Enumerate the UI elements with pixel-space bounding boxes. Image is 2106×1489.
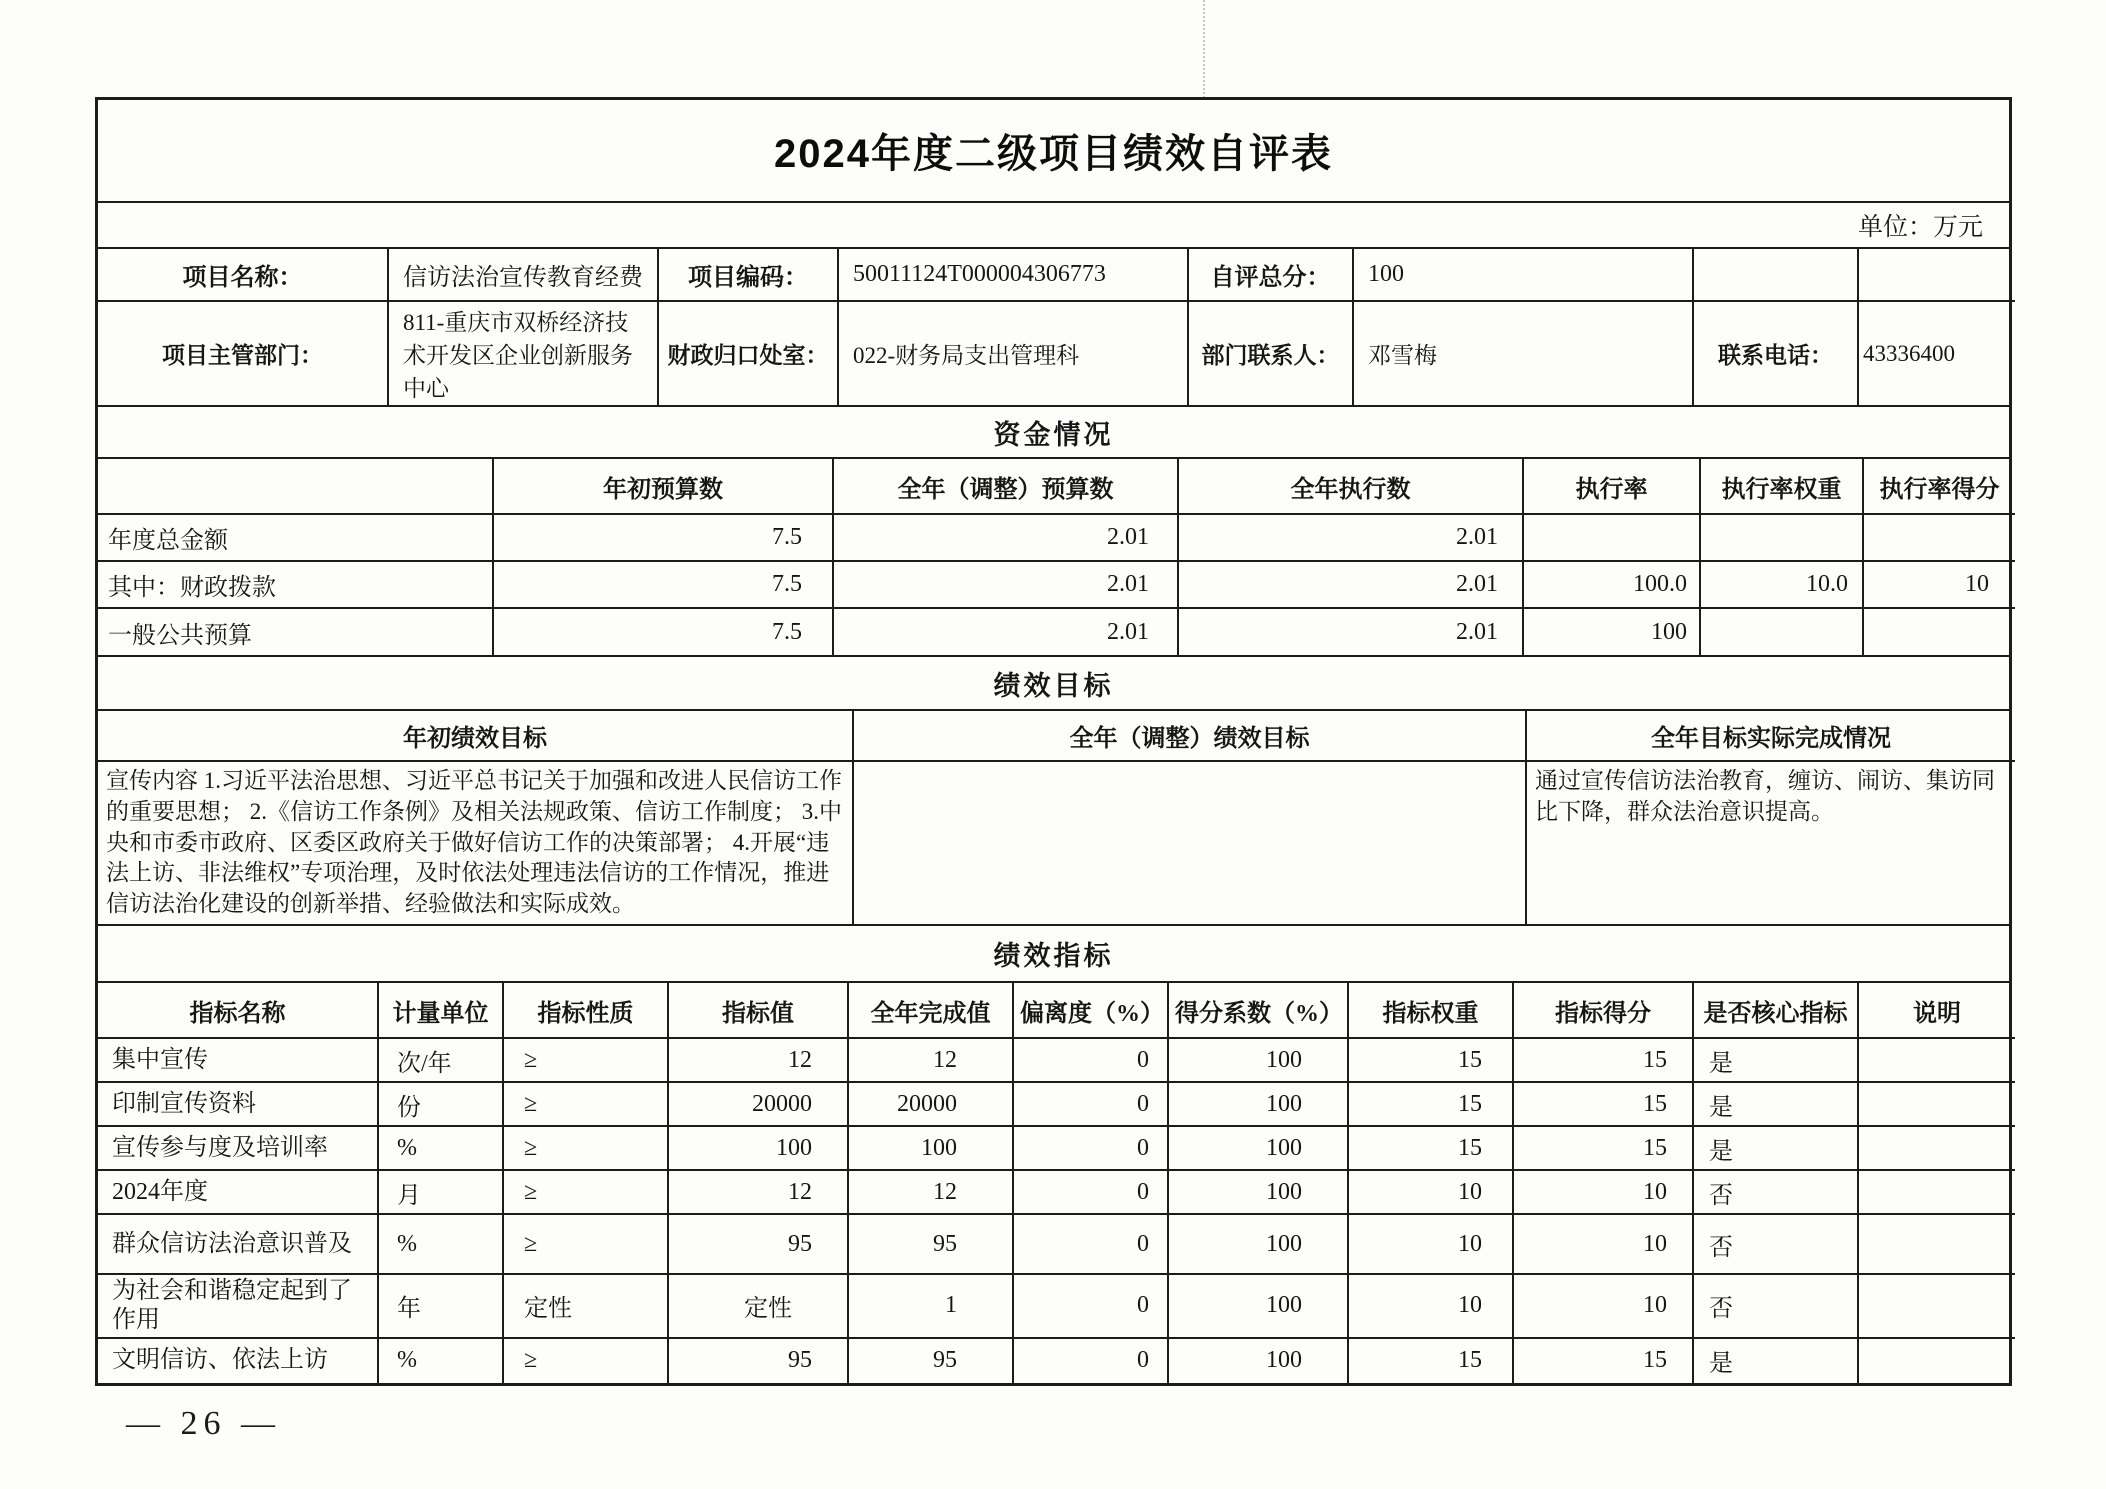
funding-cell-rate-weight [1700, 608, 1863, 655]
ind-weight: 10 [1348, 1274, 1513, 1338]
funding-cell-adjusted: 2.01 [833, 514, 1178, 561]
ind-core: 是 [1693, 1082, 1858, 1126]
project-name-value: 信访法治宣传教育经费 [388, 249, 658, 301]
ind-target: 20000 [668, 1082, 848, 1126]
ind-nature: 定性 [503, 1274, 668, 1338]
ind-score: 15 [1513, 1126, 1693, 1170]
ind-header-deviation: 偏离度（%） [1013, 983, 1168, 1038]
ind-header-score: 指标得分 [1513, 983, 1693, 1038]
funding-header-blank [98, 459, 493, 514]
page-title: 2024年度二级项目绩效自评表 [774, 132, 1333, 176]
ind-note [1858, 1082, 2015, 1126]
ind-name: 宣传参与度及培训率 [98, 1126, 378, 1170]
ind-name: 为社会和谐稳定起到了作用 [98, 1274, 378, 1338]
ind-completed: 100 [848, 1126, 1013, 1170]
finance-office-label: 财政归口处室： [658, 301, 838, 405]
ind-coefficient: 100 [1168, 1170, 1348, 1214]
ind-core: 否 [1693, 1170, 1858, 1214]
ind-score: 15 [1513, 1338, 1693, 1383]
contact-value: 邓雪梅 [1353, 301, 1693, 405]
ind-deviation: 0 [1013, 1082, 1168, 1126]
funding-cell-initial: 7.5 [493, 514, 833, 561]
ind-coefficient: 100 [1168, 1082, 1348, 1126]
goals-actual-text: 通过宣传信访法治教育，缠访、闹访、集访同比下降，群众法治意识提高。 [1526, 761, 2015, 924]
ind-header-target: 指标值 [668, 983, 848, 1038]
info-table [98, 249, 2015, 405]
self-score-label: 自评总分： [1188, 249, 1353, 301]
project-code-label: 项目编码： [658, 249, 838, 301]
indicator-row [98, 1170, 2015, 1214]
ind-note [1858, 1338, 2015, 1383]
indicators-header-row [98, 983, 2015, 1038]
ind-score: 10 [1513, 1274, 1693, 1338]
indicator-row [98, 1082, 2015, 1126]
ind-unit: % [378, 1126, 503, 1170]
ind-target: 95 [668, 1338, 848, 1383]
ind-name: 印制宣传资料 [98, 1082, 378, 1126]
funding-table [98, 459, 2015, 655]
phone-label: 联系电话： [1693, 301, 1858, 405]
funding-header-row [98, 459, 2015, 514]
goals-body-row [98, 761, 2015, 924]
ind-header-core: 是否核心指标 [1693, 983, 1858, 1038]
funding-cell-rate-score [1863, 514, 2015, 561]
goals-initial-text: 宣传内容 1.习近平法治思想、习近平总书记关于加强和改进人民信访工作的重要思想； 2.《信访工作条例》及相关法规政策、信访工作制度； 3.中央和市委市政府、区委区政府关于做好信访工作的决策部署； 4.开展“违法上访、非法维权”专项治理，及时依法处理违法信访的工作情况，推进信访法治化建设的创新举措、经验做法和实际成效。 [98, 761, 853, 924]
ind-weight: 10 [1348, 1170, 1513, 1214]
dept-value: 811-重庆市双桥经济技术开发区企业创新服务中心 [388, 301, 658, 405]
ind-completed: 12 [848, 1038, 1013, 1082]
ind-unit: % [378, 1214, 503, 1274]
funding-cell-rate [1523, 514, 1700, 561]
finance-office-value: 022-财务局支出管理科 [838, 301, 1188, 405]
contact-label: 部门联系人： [1188, 301, 1353, 405]
info-blank-cell-1 [1693, 249, 1858, 301]
ind-core: 是 [1693, 1338, 1858, 1383]
ind-weight: 15 [1348, 1126, 1513, 1170]
indicators-section-title: 绩效指标 [98, 924, 2009, 983]
ind-weight: 10 [1348, 1214, 1513, 1274]
ind-note [1858, 1038, 2015, 1082]
ind-nature: ≥ [503, 1038, 668, 1082]
ind-note [1858, 1126, 2015, 1170]
indicator-row [98, 1338, 2015, 1383]
project-code-value: 50011124T000004306773 [838, 249, 1188, 301]
ind-completed: 12 [848, 1170, 1013, 1214]
ind-header-name: 指标名称 [98, 983, 378, 1038]
goals-header-row [98, 711, 2015, 761]
ind-nature: ≥ [503, 1338, 668, 1383]
project-name-label: 项目名称： [98, 249, 388, 301]
funding-cell-rate-score: 10 [1863, 561, 2015, 608]
funding-cell-rate-weight [1700, 514, 1863, 561]
ind-nature: ≥ [503, 1082, 668, 1126]
goals-section-title: 绩效目标 [98, 655, 2009, 711]
phone-value: 43336400 [1858, 301, 2015, 405]
ind-coefficient: 100 [1168, 1214, 1348, 1274]
funding-header-adjusted: 全年（调整）预算数 [833, 459, 1178, 514]
goals-table [98, 711, 2015, 924]
ind-name: 群众信访法治意识普及 [98, 1214, 378, 1274]
funding-row-label: 年度总金额 [98, 514, 493, 561]
funding-cell-executed: 2.01 [1178, 561, 1523, 608]
ind-header-unit: 计量单位 [378, 983, 503, 1038]
ind-nature: ≥ [503, 1214, 668, 1274]
title-row [98, 100, 2009, 203]
ind-note [1858, 1214, 2015, 1274]
funding-row-total [98, 514, 2015, 561]
funding-row-fiscal [98, 561, 2015, 608]
ind-unit: % [378, 1338, 503, 1383]
ind-completed: 1 [848, 1274, 1013, 1338]
indicators-table [98, 983, 2015, 1383]
ind-deviation: 0 [1013, 1038, 1168, 1082]
ind-weight: 15 [1348, 1082, 1513, 1126]
ind-target: 95 [668, 1214, 848, 1274]
dept-label: 项目主管部门： [98, 301, 388, 405]
ind-core: 否 [1693, 1214, 1858, 1274]
ind-completed: 95 [848, 1214, 1013, 1274]
ind-note [1858, 1274, 2015, 1338]
ind-deviation: 0 [1013, 1214, 1168, 1274]
ind-unit: 次/年 [378, 1038, 503, 1082]
funding-cell-rate-score [1863, 608, 2015, 655]
ind-deviation: 0 [1013, 1170, 1168, 1214]
funding-cell-initial: 7.5 [493, 561, 833, 608]
funding-header-initial: 年初预算数 [493, 459, 833, 514]
ind-score: 10 [1513, 1214, 1693, 1274]
ind-coefficient: 100 [1168, 1338, 1348, 1383]
ind-target: 100 [668, 1126, 848, 1170]
ind-score: 10 [1513, 1170, 1693, 1214]
funding-section-title: 资金情况 [98, 405, 2009, 459]
ind-target: 12 [668, 1038, 848, 1082]
goals-adjusted-text [853, 761, 1526, 924]
ind-name: 集中宣传 [98, 1038, 378, 1082]
ind-deviation: 0 [1013, 1274, 1168, 1338]
ind-core: 是 [1693, 1038, 1858, 1082]
funding-cell-adjusted: 2.01 [833, 608, 1178, 655]
unit-row [98, 203, 2009, 249]
funding-cell-executed: 2.01 [1178, 514, 1523, 561]
ind-weight: 15 [1348, 1038, 1513, 1082]
ind-nature: ≥ [503, 1126, 668, 1170]
funding-row-public-budget [98, 608, 2015, 655]
ind-header-coefficient: 得分系数（%） [1168, 983, 1348, 1038]
ind-header-weight: 指标权重 [1348, 983, 1513, 1038]
ind-unit: 份 [378, 1082, 503, 1126]
ind-coefficient: 100 [1168, 1274, 1348, 1338]
funding-cell-adjusted: 2.01 [833, 561, 1178, 608]
funding-cell-initial: 7.5 [493, 608, 833, 655]
info-row-department [98, 301, 2015, 405]
unit-note: 单位：万元 [1857, 214, 1983, 241]
funding-header-rate-score: 执行率得分 [1863, 459, 2015, 514]
ind-deviation: 0 [1013, 1126, 1168, 1170]
indicator-row [98, 1038, 2015, 1082]
ind-unit: 月 [378, 1170, 503, 1214]
info-blank-cell-2 [1858, 249, 2015, 301]
ind-score: 15 [1513, 1038, 1693, 1082]
funding-row-label: 其中：财政拨款 [98, 561, 493, 608]
funding-header-executed: 全年执行数 [1178, 459, 1523, 514]
ind-deviation: 0 [1013, 1338, 1168, 1383]
indicator-row [98, 1214, 2015, 1274]
funding-cell-rate-weight: 10.0 [1700, 561, 1863, 608]
ind-coefficient: 100 [1168, 1038, 1348, 1082]
info-row-project [98, 249, 2015, 301]
ind-header-note: 说明 [1858, 983, 2015, 1038]
funding-cell-executed: 2.01 [1178, 608, 1523, 655]
goals-header-initial: 年初绩效目标 [98, 711, 853, 761]
ind-coefficient: 100 [1168, 1126, 1348, 1170]
ind-core: 否 [1693, 1274, 1858, 1338]
ind-header-completed: 全年完成值 [848, 983, 1013, 1038]
funding-header-rate-weight: 执行率权重 [1700, 459, 1863, 514]
ind-score: 15 [1513, 1082, 1693, 1126]
ind-core: 是 [1693, 1126, 1858, 1170]
funding-row-label: 一般公共预算 [98, 608, 493, 655]
ind-name: 2024年度 [98, 1170, 378, 1214]
page-number: — 26 — [126, 1405, 281, 1442]
self-score-value: 100 [1353, 249, 1693, 301]
ind-target: 12 [668, 1170, 848, 1214]
indicator-row [98, 1126, 2015, 1170]
goals-header-actual: 全年目标实际完成情况 [1526, 711, 2015, 761]
ind-nature: ≥ [503, 1170, 668, 1214]
ind-completed: 20000 [848, 1082, 1013, 1126]
funding-header-rate: 执行率 [1523, 459, 1700, 514]
ind-completed: 95 [848, 1338, 1013, 1383]
ind-weight: 15 [1348, 1338, 1513, 1383]
ind-note [1858, 1170, 2015, 1214]
funding-cell-rate: 100 [1523, 608, 1700, 655]
ind-target: 定性 [668, 1274, 848, 1338]
self-evaluation-table [95, 97, 2012, 1386]
ind-header-nature: 指标性质 [503, 983, 668, 1038]
ind-name: 文明信访、依法上访 [98, 1338, 378, 1383]
funding-cell-rate: 100.0 [1523, 561, 1700, 608]
indicator-row [98, 1274, 2015, 1338]
ind-unit: 年 [378, 1274, 503, 1338]
goals-header-adjusted: 全年（调整）绩效目标 [853, 711, 1526, 761]
